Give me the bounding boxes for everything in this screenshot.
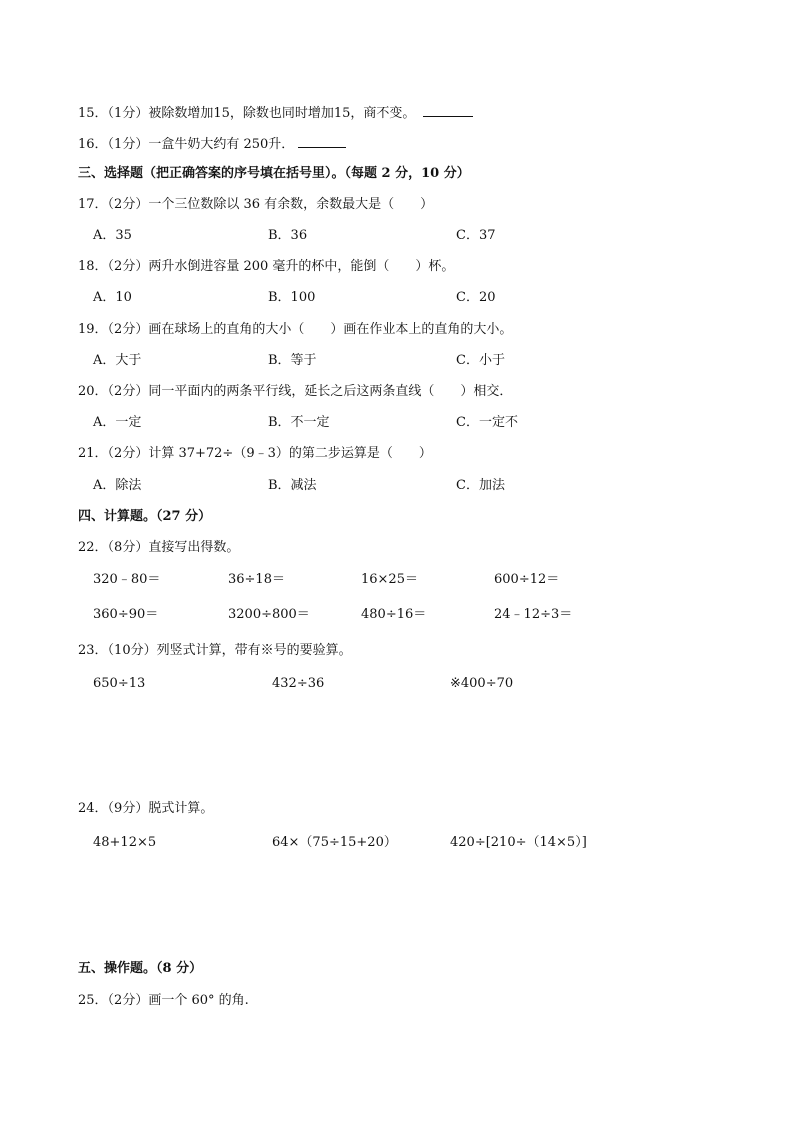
answer-blank-16[interactable]: [298, 135, 346, 148]
q19-option-c: C．小于: [456, 353, 505, 368]
q20-option-b: B．不一定: [268, 415, 330, 430]
q23-item-2: 432÷36: [272, 676, 325, 691]
section-3-title: 三、选择题（把正确答案的序号填在括号里）。（每题 2 分，10 分）: [78, 166, 470, 181]
q22-item-2: 36÷18＝: [228, 572, 285, 587]
q19-option-a: A．大于: [93, 353, 142, 368]
question-20-text: 20．（2分）同一平面内的两条平行线，延长之后这两条直线（ ）相交．: [78, 384, 513, 399]
question-15-text: 15．（1分）被除数增加15，除数也同时增加15，商不变。: [78, 106, 416, 121]
question-23-text: 23．（10分）列竖式计算，带有※号的要验算。: [78, 643, 352, 658]
question-17-text: 17．（2分）一个三位数除以 36 有余数，余数最大是（ ）: [78, 197, 434, 212]
section-5-title: 五、操作题。（8 分）: [78, 961, 203, 976]
q23-item-3: ※400÷70: [450, 676, 514, 691]
q20-option-a: A．一定: [93, 415, 142, 430]
q21-option-b: B．减法: [268, 478, 317, 493]
q22-item-8: 24﹣12÷3＝: [494, 607, 573, 622]
q24-item-3: 420÷[210÷（14×5）]: [450, 835, 587, 850]
question-15: [78, 104, 473, 122]
q18-option-c: C．20: [456, 290, 496, 305]
q19-option-b: B．等于: [268, 353, 317, 368]
question-21-text: 21．（2分）计算 37+72÷（9﹣3）的第二步运算是（ ）: [78, 446, 432, 461]
q24-item-2: 64×（75÷15+20）: [272, 835, 397, 850]
question-18-text: 18．（2分）两升水倒进容量 200 毫升的杯中，能倒（ ）杯。: [78, 259, 455, 274]
q17-option-b: B．36: [268, 228, 308, 243]
q22-item-5: 360÷90＝: [93, 607, 159, 622]
question-19-text: 19．（2分）画在球场上的直角的大小（ ）画在作业本上的直角的大小。: [78, 322, 513, 337]
section-4-title: 四、计算题。（27 分）: [78, 509, 212, 524]
q17-option-c: C．37: [456, 228, 496, 243]
question-16-text: 16．（1分）一盒牛奶大约有 250升．: [78, 137, 295, 152]
q21-option-a: A．除法: [93, 478, 142, 493]
q18-option-b: B．100: [268, 290, 316, 305]
q17-option-a: A．35: [93, 228, 132, 243]
q22-item-7: 480÷16＝: [361, 607, 427, 622]
question-16: [78, 135, 346, 153]
q22-item-3: 16×25＝: [361, 572, 418, 587]
question-25-text: 25．（2分）画一个 60° 的角.: [78, 993, 249, 1008]
q23-item-1: 650÷13: [93, 676, 146, 691]
q22-item-1: 320﹣80＝: [93, 572, 161, 587]
q18-option-a: A．10: [93, 290, 132, 305]
q22-item-4: 600÷12＝: [494, 572, 560, 587]
q20-option-c: C．一定不: [456, 415, 518, 430]
q22-item-6: 3200÷800＝: [228, 607, 310, 622]
question-24-text: 24．（9分）脱式计算。: [78, 801, 214, 816]
answer-blank-15[interactable]: [423, 104, 473, 117]
q21-option-c: C．加法: [456, 478, 505, 493]
question-22-text: 22．（8分）直接写出得数。: [78, 540, 240, 555]
q24-item-1: 48+12×5: [93, 835, 157, 850]
